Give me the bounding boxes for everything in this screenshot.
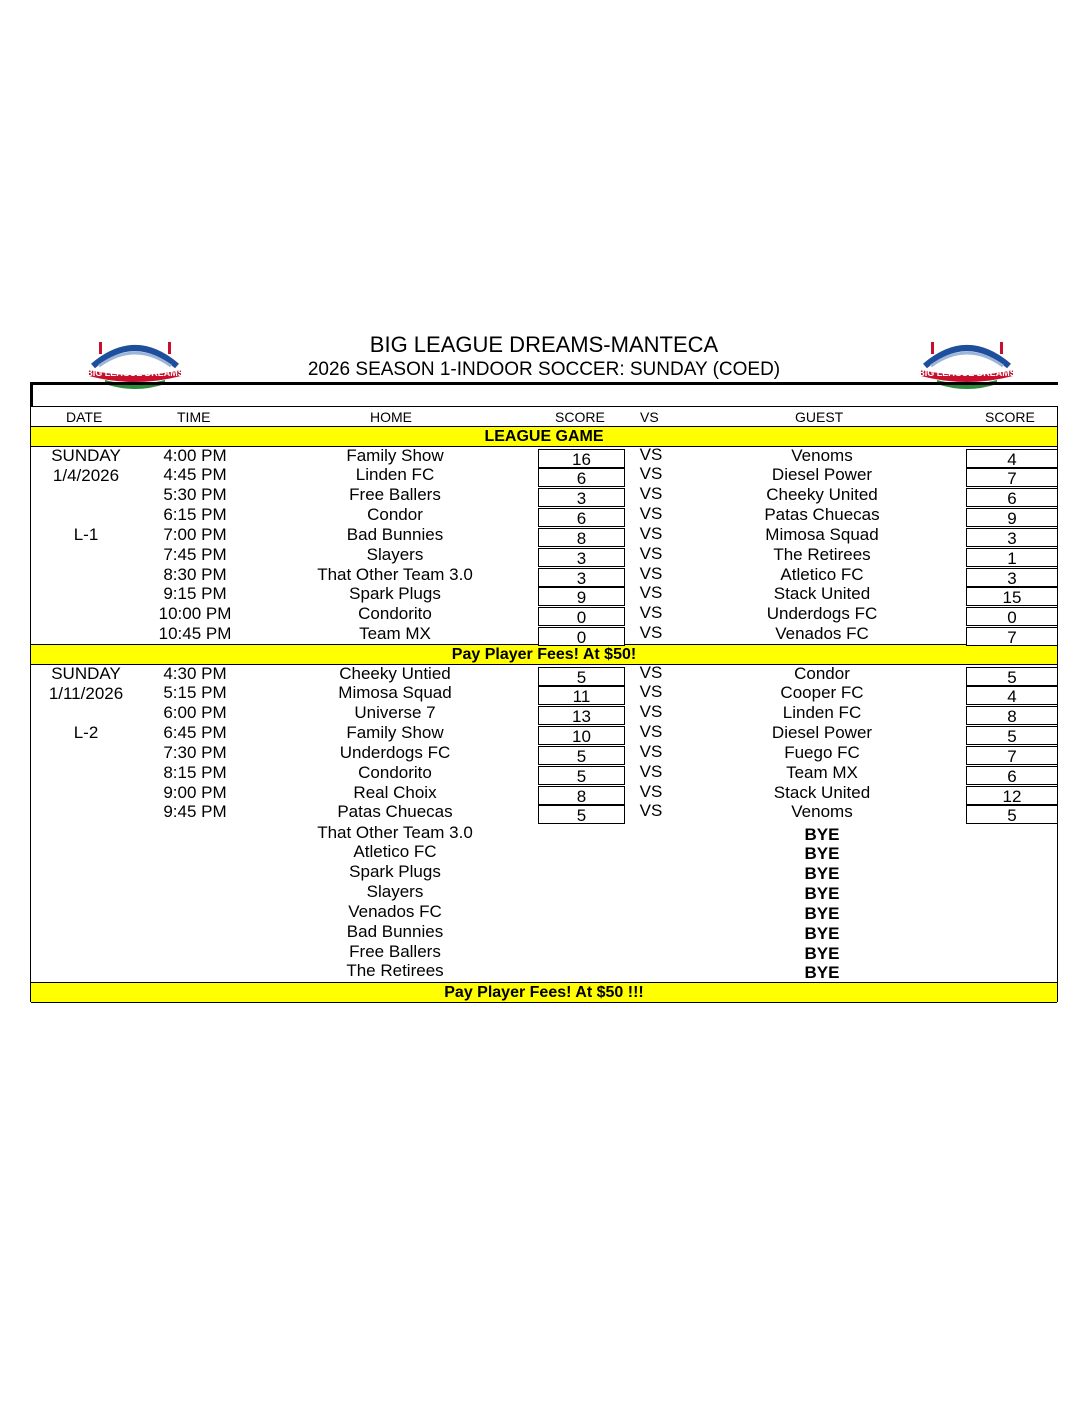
column-header-vs: VS: [640, 409, 659, 425]
week2-date: 1/11/2026: [48, 684, 124, 703]
guest-score: 3: [966, 528, 1058, 547]
game-time: 5:15 PM: [163, 683, 227, 703]
guest-score: 5: [966, 667, 1058, 686]
bye-team: Slayers: [366, 882, 424, 902]
header-rule-left: [30, 382, 33, 406]
vs-label: VS: [639, 741, 663, 761]
game-time: 6:15 PM: [163, 505, 227, 525]
home-team: Condorito: [358, 762, 432, 782]
column-header-time: TIME: [177, 409, 211, 425]
guest-team: Stack United: [773, 782, 871, 802]
home-team: Real Choix: [353, 782, 437, 802]
bye-label: BYE: [804, 943, 840, 963]
guest-score: 3: [966, 568, 1058, 587]
fees-banner-1: Pay Player Fees! At $50!: [31, 644, 1057, 665]
vs-label: VS: [639, 444, 663, 464]
guest-score: 6: [966, 488, 1058, 507]
vs-label: VS: [639, 464, 663, 484]
game-time: 7:00 PM: [163, 524, 227, 544]
guest-team: Patas Chuecas: [764, 505, 880, 525]
guest-team: Venoms: [791, 445, 853, 465]
vs-label: VS: [639, 504, 663, 524]
bye-label: BYE: [804, 963, 840, 983]
guest-score: 7: [966, 468, 1058, 487]
vs-label: VS: [639, 682, 663, 702]
home-team: Cheeky Untied: [339, 663, 451, 683]
home-team: Condor: [367, 505, 423, 525]
guest-score: 5: [966, 726, 1058, 745]
game-time: 9:00 PM: [163, 782, 227, 802]
home-team: Bad Bunnies: [346, 524, 444, 544]
guest-score: 8: [966, 706, 1058, 725]
home-team: That Other Team 3.0: [317, 564, 473, 584]
home-team: Spark Plugs: [349, 584, 441, 604]
game-time: 6:00 PM: [163, 703, 227, 723]
home-score: 5: [538, 805, 625, 824]
column-header-guest-score: SCORE: [985, 409, 1035, 425]
home-team: Condorito: [358, 604, 432, 624]
vs-label: VS: [639, 702, 663, 722]
bye-team: Atletico FC: [353, 842, 437, 862]
home-score: 5: [538, 746, 625, 765]
guest-team: Venados FC: [775, 624, 869, 644]
week1-day: SUNDAY: [51, 446, 121, 465]
game-time: 10:45 PM: [158, 624, 232, 644]
guest-team: Cheeky United: [766, 485, 878, 505]
guest-team: Underdogs FC: [766, 604, 878, 624]
header-rule: [30, 382, 1058, 385]
game-time: 4:00 PM: [163, 445, 227, 465]
vs-label: VS: [639, 722, 663, 742]
vs-label: VS: [639, 801, 663, 821]
home-team: Family Show: [346, 445, 444, 465]
guest-team: Venoms: [791, 802, 853, 822]
vs-label: VS: [639, 761, 663, 781]
guest-score: 0: [966, 607, 1058, 626]
home-score: 3: [538, 548, 625, 567]
game-time: 10:00 PM: [158, 604, 232, 624]
game-time: 7:30 PM: [163, 742, 227, 762]
vs-label: VS: [639, 543, 663, 563]
guest-team: The Retirees: [773, 544, 871, 564]
vs-label: VS: [639, 623, 663, 643]
home-score: 8: [538, 786, 625, 805]
home-team: Family Show: [346, 723, 444, 743]
guest-team: Diesel Power: [771, 465, 873, 485]
page-subtitle: 2026 SEASON 1-INDOOR SOCCER: SUNDAY (COED): [307, 359, 781, 380]
bye-label: BYE: [804, 903, 840, 923]
bye-label: BYE: [804, 884, 840, 904]
home-team: Underdogs FC: [339, 742, 451, 762]
page-title: BIG LEAGUE DREAMS-MANTECA: [369, 332, 719, 357]
home-score: 6: [538, 468, 625, 487]
guest-team: Stack United: [773, 584, 871, 604]
home-score: 16: [538, 449, 625, 468]
guest-score: 7: [966, 627, 1058, 646]
league-game-banner: LEAGUE GAME: [31, 426, 1057, 447]
fees-banner-2: Pay Player Fees! At $50 !!!: [31, 982, 1057, 1003]
column-header-guest: GUEST: [795, 409, 844, 425]
game-time: 9:15 PM: [163, 584, 227, 604]
guest-score: 4: [966, 449, 1058, 468]
guest-score: 15: [966, 587, 1058, 606]
logo-text-left: BIG LEAGUE DREAMS: [86, 368, 184, 378]
bye-label: BYE: [804, 923, 840, 943]
guest-score: 7: [966, 746, 1058, 765]
guest-team: Diesel Power: [771, 723, 873, 743]
game-time: 7:45 PM: [163, 544, 227, 564]
home-score: 11: [538, 686, 625, 705]
week1-date: 1/4/2026: [52, 466, 120, 485]
game-time: 8:15 PM: [163, 762, 227, 782]
bye-team: Bad Bunnies: [346, 921, 444, 941]
logo-text-right: BIG LEAGUE DREAMS: [918, 368, 1016, 378]
home-score: 0: [538, 607, 625, 626]
guest-score: 5: [966, 805, 1058, 824]
column-header-home: HOME: [370, 409, 412, 425]
home-team: Slayers: [366, 544, 424, 564]
column-header-home-score: SCORE: [555, 409, 605, 425]
guest-team: Team MX: [786, 762, 858, 782]
bye-label: BYE: [804, 864, 840, 884]
game-time: 8:30 PM: [163, 564, 227, 584]
guest-score: 9: [966, 508, 1058, 527]
home-team: Mimosa Squad: [338, 683, 452, 703]
home-score: 10: [538, 726, 625, 745]
bye-team: Spark Plugs: [349, 862, 441, 882]
home-team: Free Ballers: [349, 485, 441, 505]
vs-label: VS: [639, 603, 663, 623]
vs-label: VS: [639, 781, 663, 801]
home-team: Patas Chuecas: [337, 802, 453, 822]
week2-day: SUNDAY: [51, 664, 121, 683]
week1-label: L-1: [73, 525, 99, 544]
guest-score: 1: [966, 548, 1058, 567]
bye-team: Venados FC: [348, 901, 442, 921]
home-team: Linden FC: [355, 465, 435, 485]
guest-team: Condor: [794, 663, 850, 683]
home-score: 3: [538, 568, 625, 587]
guest-team: Linden FC: [782, 703, 862, 723]
home-score: 5: [538, 667, 625, 686]
guest-team: Mimosa Squad: [765, 524, 879, 544]
bye-label: BYE: [804, 824, 840, 844]
guest-team: Cooper FC: [780, 683, 864, 703]
home-score: 0: [538, 627, 625, 646]
home-score: 5: [538, 766, 625, 785]
home-score: 6: [538, 508, 625, 527]
vs-label: VS: [639, 523, 663, 543]
home-team: Universe 7: [354, 703, 436, 723]
home-score: 13: [538, 706, 625, 725]
guest-team: Atletico FC: [780, 564, 864, 584]
vs-label: VS: [639, 563, 663, 583]
home-score: 9: [538, 587, 625, 606]
game-time: 4:30 PM: [163, 663, 227, 683]
game-time: 6:45 PM: [163, 723, 227, 743]
vs-label: VS: [639, 662, 663, 682]
bye-team: That Other Team 3.0: [317, 822, 473, 842]
home-score: 8: [538, 528, 625, 547]
vs-label: VS: [639, 484, 663, 504]
guest-score: 6: [966, 766, 1058, 785]
bye-team: The Retirees: [346, 961, 444, 981]
bye-team: Free Ballers: [349, 941, 441, 961]
guest-score: 12: [966, 786, 1058, 805]
home-score: 3: [538, 488, 625, 507]
guest-score: 4: [966, 686, 1058, 705]
guest-team: Fuego FC: [784, 742, 860, 762]
vs-label: VS: [639, 583, 663, 603]
game-time: 4:45 PM: [163, 465, 227, 485]
week2-label: L-2: [73, 723, 99, 742]
column-header-date: DATE: [66, 409, 103, 425]
game-time: 9:45 PM: [163, 802, 227, 822]
home-team: Team MX: [359, 624, 431, 644]
game-time: 5:30 PM: [163, 485, 227, 505]
bye-label: BYE: [804, 844, 840, 864]
